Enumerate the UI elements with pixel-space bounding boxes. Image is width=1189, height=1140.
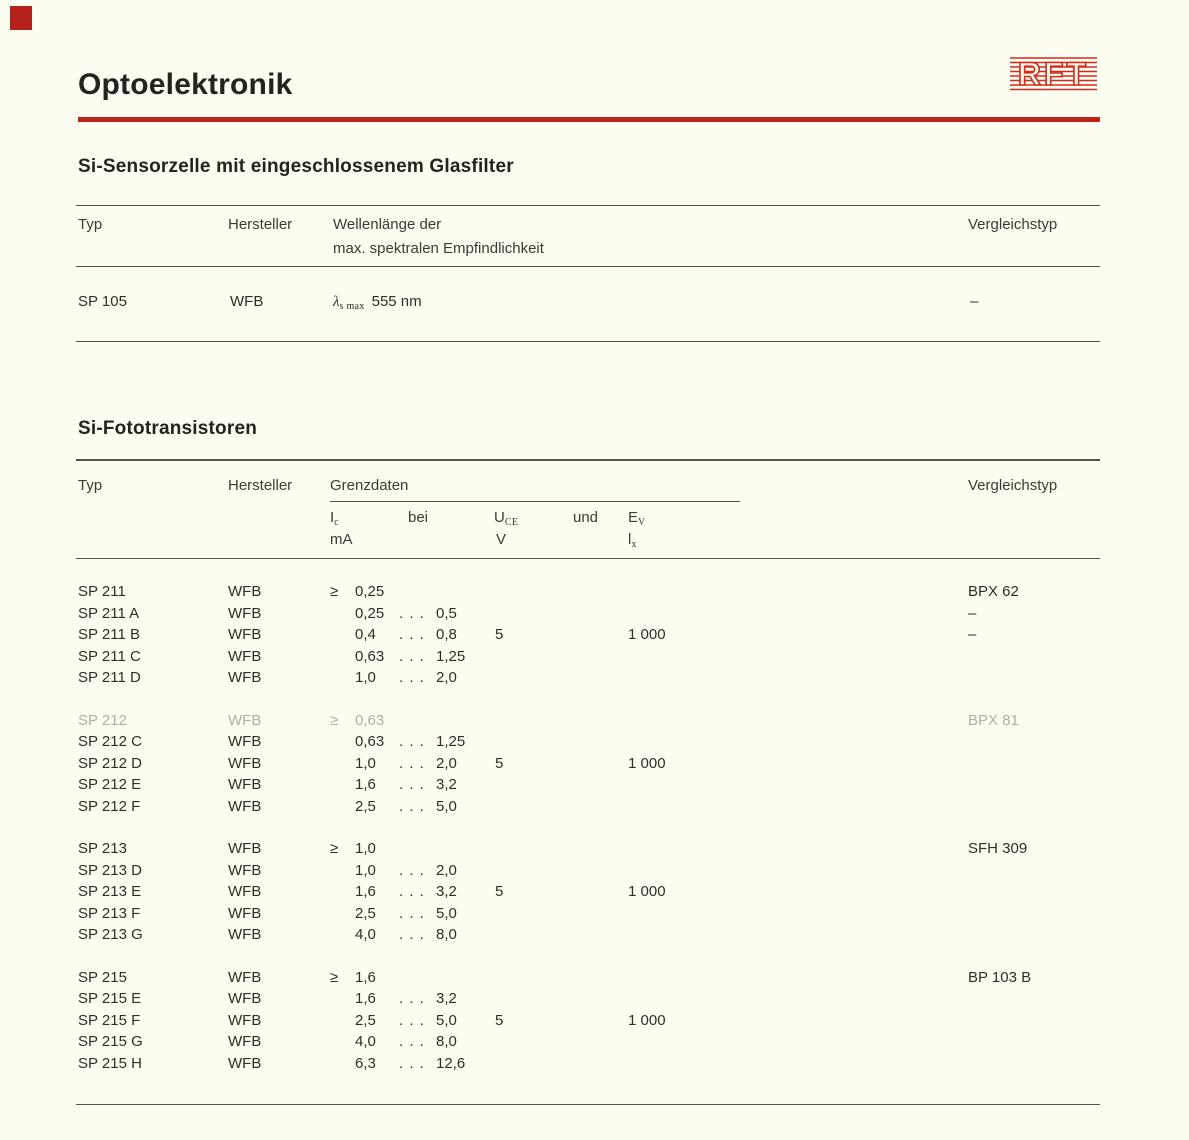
page-bottom-rule bbox=[76, 1104, 1100, 1105]
sensor-table-rule-mid bbox=[76, 266, 1100, 267]
ic-min: 0,25 bbox=[355, 583, 385, 600]
ic-min: 1,0 bbox=[355, 669, 376, 686]
ic-max: 8,0 bbox=[436, 926, 457, 943]
ge-symbol bbox=[330, 646, 355, 668]
hersteller-cell: WFB bbox=[228, 1011, 262, 1029]
ic-max: 0,8 bbox=[436, 626, 457, 643]
ic-max: 2,0 bbox=[436, 861, 457, 879]
ge-symbol: ≥ bbox=[330, 840, 339, 857]
ic-max: 5,0 bbox=[436, 904, 457, 922]
uce-cell bbox=[495, 667, 628, 689]
wavelength-value: 555 nm bbox=[371, 293, 422, 310]
rft-logo-text: RFT bbox=[1017, 56, 1090, 92]
range-separator bbox=[399, 967, 436, 989]
sensor-col-wellenlaenge-2: max. spektralen Empfindlichkeit bbox=[333, 240, 544, 257]
vergleichstyp-cell bbox=[968, 1010, 1102, 1032]
grenzdaten-underline bbox=[330, 501, 740, 502]
table-row bbox=[78, 581, 1102, 603]
vergleichstyp-cell: BP 103 B bbox=[968, 968, 1032, 986]
table-row bbox=[78, 603, 1102, 625]
ic-cell bbox=[330, 1031, 495, 1053]
ic-cell bbox=[330, 603, 495, 625]
uce-cell bbox=[495, 710, 628, 732]
vergleichstyp-cell: BPX 62 bbox=[968, 583, 1019, 600]
range-separator: . . . bbox=[399, 1011, 425, 1029]
uce-cell bbox=[495, 967, 628, 989]
table-row bbox=[78, 753, 1102, 775]
row-group bbox=[78, 838, 1102, 946]
range-separator: . . . bbox=[399, 647, 425, 665]
ic-min: 0,4 bbox=[355, 626, 376, 643]
typ-cell: SP 213 E bbox=[78, 883, 142, 900]
hersteller-cell: WFB bbox=[228, 754, 262, 772]
ev-cell bbox=[628, 988, 968, 1010]
range-separator: . . . bbox=[399, 904, 425, 922]
ge-symbol bbox=[330, 796, 355, 818]
hersteller-cell: WFB bbox=[228, 990, 262, 1007]
hersteller-cell: WFB bbox=[228, 626, 262, 643]
ev-subscript: V bbox=[638, 517, 646, 528]
ev-cell bbox=[628, 924, 968, 946]
ev-cell bbox=[628, 581, 968, 603]
vergleichstyp-cell bbox=[968, 796, 1102, 818]
ge-symbol bbox=[330, 624, 355, 646]
ic-min: 1,6 bbox=[355, 883, 376, 900]
foto-table-rule-top bbox=[76, 459, 1100, 461]
foto-col-typ: Typ bbox=[78, 477, 103, 494]
vergleichstyp-cell bbox=[968, 924, 1102, 946]
ic-max: 2,0 bbox=[436, 669, 457, 686]
sensor-vergleichstyp-cell: – bbox=[970, 293, 979, 310]
ev-cell bbox=[628, 774, 968, 796]
subcol-ev: $E_V$ bbox=[628, 509, 646, 528]
ic-min: 0,63 bbox=[355, 647, 385, 665]
table-row bbox=[78, 667, 1102, 689]
uce-cell bbox=[495, 838, 628, 860]
uce-cell: 5 bbox=[495, 883, 504, 900]
range-separator: . . . bbox=[399, 861, 425, 879]
foto-section-heading: Si-Fototransistoren bbox=[78, 418, 258, 439]
ge-symbol bbox=[330, 753, 355, 775]
ic-cell bbox=[330, 903, 495, 925]
range-separator: . . . bbox=[399, 1054, 425, 1072]
typ-cell: SP 212 bbox=[78, 711, 127, 729]
ic-cell bbox=[330, 624, 495, 646]
typ-cell: SP 211 B bbox=[78, 626, 140, 643]
uce-cell: 5 bbox=[495, 626, 504, 643]
ge-symbol bbox=[330, 860, 355, 882]
ev-cell bbox=[628, 710, 968, 732]
uce-cell bbox=[495, 903, 628, 925]
uce-cell bbox=[495, 860, 628, 882]
ic-cell bbox=[330, 774, 495, 796]
ic-min: 0,63 bbox=[355, 733, 385, 750]
ge-symbol bbox=[330, 903, 355, 925]
table-row bbox=[78, 774, 1102, 796]
uce-cell bbox=[495, 796, 628, 818]
hersteller-cell: WFB bbox=[228, 776, 262, 793]
foto-table-rule-header-bottom bbox=[76, 558, 1100, 559]
hersteller-cell: WFB bbox=[228, 669, 262, 686]
ic-max: 1,25 bbox=[436, 647, 466, 665]
table-row bbox=[78, 967, 1102, 989]
range-separator: . . . bbox=[399, 1033, 425, 1050]
ic-min: 6,3 bbox=[355, 1054, 376, 1072]
typ-cell: SP 215 F bbox=[78, 1011, 141, 1029]
typ-cell: SP 212 F bbox=[78, 797, 141, 815]
hersteller-cell: WFB bbox=[228, 797, 262, 815]
ge-symbol bbox=[330, 667, 355, 689]
subcol-ic-unit: mA bbox=[330, 531, 353, 548]
ge-symbol: ≥ bbox=[330, 711, 339, 729]
typ-cell: SP 215 E bbox=[78, 990, 142, 1007]
subcol-und: und bbox=[573, 509, 599, 526]
ge-symbol bbox=[330, 1010, 355, 1032]
title-rule bbox=[78, 117, 1100, 122]
ge-symbol: ≥ bbox=[330, 968, 339, 986]
hersteller-cell: WFB bbox=[228, 1054, 262, 1072]
row-group bbox=[78, 581, 1102, 689]
uce-cell bbox=[495, 581, 628, 603]
ic-min: 0,63 bbox=[355, 711, 385, 729]
ev-cell bbox=[628, 967, 968, 989]
ge-symbol bbox=[330, 603, 355, 625]
ic-cell bbox=[330, 924, 495, 946]
range-separator: . . . bbox=[399, 926, 425, 943]
hersteller-cell: WFB bbox=[228, 968, 262, 986]
range-separator: . . . bbox=[399, 733, 425, 750]
typ-cell: SP 213 D bbox=[78, 861, 142, 879]
typ-cell: SP 211 C bbox=[78, 647, 141, 665]
range-separator bbox=[399, 710, 436, 732]
ic-min: 1,6 bbox=[355, 776, 376, 793]
page-title: Optoelektronik bbox=[78, 68, 293, 101]
ic-cell bbox=[330, 988, 495, 1010]
uce-cell bbox=[495, 603, 628, 625]
hersteller-cell: WFB bbox=[228, 711, 262, 729]
ic-max: 3,2 bbox=[436, 883, 457, 900]
ic-cell bbox=[330, 881, 495, 903]
vergleichstyp-cell bbox=[968, 753, 1102, 775]
hersteller-cell: WFB bbox=[228, 647, 262, 665]
hersteller-cell: WFB bbox=[228, 733, 262, 750]
range-separator bbox=[399, 838, 436, 860]
ic-min: 4,0 bbox=[355, 1033, 376, 1050]
ic-min: 1,6 bbox=[355, 990, 376, 1007]
range-separator: . . . bbox=[399, 626, 425, 643]
ic-min: 2,5 bbox=[355, 1011, 376, 1029]
vergleichstyp-cell: SFH 309 bbox=[968, 840, 1028, 857]
sensor-section-heading: Si-Sensorzelle mit eingeschlossenem Glasfilter bbox=[78, 156, 514, 177]
ge-symbol bbox=[330, 988, 355, 1010]
typ-cell: SP 212 D bbox=[78, 754, 142, 772]
table-row bbox=[78, 646, 1102, 668]
range-separator: . . . bbox=[399, 604, 425, 622]
table-row bbox=[78, 1010, 1102, 1032]
typ-cell: SP 211 A bbox=[78, 604, 140, 622]
sensor-typ-cell: SP 105 bbox=[78, 293, 127, 310]
range-separator bbox=[399, 581, 436, 603]
table-row bbox=[78, 903, 1102, 925]
ic-min: 4,0 bbox=[355, 926, 376, 943]
vergleichstyp-cell bbox=[968, 881, 1102, 903]
ev-cell: 1 000 bbox=[628, 1011, 666, 1029]
hersteller-cell: WFB bbox=[228, 604, 262, 622]
typ-cell: SP 215 H bbox=[78, 1054, 142, 1072]
ge-symbol bbox=[330, 924, 355, 946]
ev-cell: 1 000 bbox=[628, 626, 666, 643]
uce-cell bbox=[495, 731, 628, 753]
typ-cell: SP 215 G bbox=[78, 1033, 143, 1050]
typ-cell: SP 212 C bbox=[78, 733, 142, 750]
table-row bbox=[78, 731, 1102, 753]
ev-cell bbox=[628, 1053, 968, 1075]
uce-cell bbox=[495, 924, 628, 946]
ic-max: 3,2 bbox=[436, 776, 457, 793]
typ-cell: SP 213 F bbox=[78, 904, 141, 922]
table-row bbox=[78, 838, 1102, 860]
ic-cell bbox=[330, 646, 495, 668]
ic-max: 2,0 bbox=[436, 754, 457, 772]
ic-max: 5,0 bbox=[436, 797, 457, 815]
ic-cell bbox=[330, 710, 495, 732]
typ-cell: SP 211 bbox=[78, 583, 126, 600]
sensor-hersteller-cell: WFB bbox=[230, 293, 264, 310]
ge-symbol bbox=[330, 881, 355, 903]
vergleichstyp-cell bbox=[968, 667, 1102, 689]
ic-max: 3,2 bbox=[436, 990, 457, 1007]
ev-cell: 1 000 bbox=[628, 754, 666, 772]
table-row bbox=[78, 1053, 1102, 1075]
ev-cell bbox=[628, 667, 968, 689]
ic-min: 1,0 bbox=[355, 861, 376, 879]
ev-cell bbox=[628, 603, 968, 625]
subcol-bei: bei bbox=[408, 509, 429, 526]
vergleichstyp-cell bbox=[968, 731, 1102, 753]
uce-subscript: CE bbox=[504, 517, 519, 528]
uce-cell: 5 bbox=[495, 1011, 504, 1029]
subcol-uce-unit: V bbox=[496, 531, 507, 548]
uce-cell bbox=[495, 774, 628, 796]
ic-cell bbox=[330, 667, 495, 689]
ev-cell: 1 000 bbox=[628, 883, 666, 900]
typ-cell: SP 213 bbox=[78, 840, 127, 857]
table-row bbox=[78, 860, 1102, 882]
ic-cell bbox=[330, 796, 495, 818]
vergleichstyp-cell bbox=[968, 774, 1102, 796]
vergleichstyp-cell: – bbox=[968, 626, 977, 643]
table-row bbox=[78, 988, 1102, 1010]
table-row bbox=[78, 624, 1102, 646]
hersteller-cell: WFB bbox=[228, 583, 262, 600]
ic-cell bbox=[330, 1010, 495, 1032]
table-row bbox=[78, 881, 1102, 903]
ic-min: 0,25 bbox=[355, 604, 385, 622]
typ-cell: SP 211 D bbox=[78, 669, 141, 686]
ev-cell bbox=[628, 903, 968, 925]
foto-col-hersteller: Hersteller bbox=[228, 477, 293, 494]
ev-cell bbox=[628, 646, 968, 668]
sensor-col-typ: Typ bbox=[78, 216, 103, 233]
ic-min: 1,6 bbox=[355, 968, 376, 986]
vergleichstyp-cell bbox=[968, 1031, 1102, 1053]
table-row bbox=[78, 796, 1102, 818]
uce-cell: 5 bbox=[495, 754, 504, 772]
hersteller-cell: WFB bbox=[228, 1033, 262, 1050]
ic-min: 2,5 bbox=[355, 797, 376, 815]
table-row bbox=[78, 924, 1102, 946]
range-separator: . . . bbox=[399, 883, 425, 900]
ge-symbol bbox=[330, 731, 355, 753]
ev-cell bbox=[628, 838, 968, 860]
row-group bbox=[78, 967, 1102, 1075]
ic-cell bbox=[330, 581, 495, 603]
ic-max: 5,0 bbox=[436, 1011, 457, 1029]
ge-symbol bbox=[330, 774, 355, 796]
subcol-uce: $U_{CE}$ bbox=[494, 509, 519, 528]
rft-logo bbox=[1007, 53, 1100, 95]
typ-cell: SP 212 E bbox=[78, 776, 142, 793]
hersteller-cell: WFB bbox=[228, 883, 262, 900]
sensor-table-rule-bottom bbox=[76, 341, 1100, 342]
row-group bbox=[78, 710, 1102, 818]
sensor-col-wellenlaenge-1: Wellenlänge der bbox=[333, 216, 442, 233]
table-row bbox=[78, 1031, 1102, 1053]
sensor-col-vergleichstyp: Vergleichstyp bbox=[968, 216, 1058, 233]
subcol-ev-unit: $l_x$ bbox=[628, 531, 637, 550]
ge-symbol: ≥ bbox=[330, 583, 339, 600]
ev-cell bbox=[628, 860, 968, 882]
uce-cell bbox=[495, 988, 628, 1010]
foto-col-grenzdaten: Grenzdaten bbox=[330, 477, 409, 494]
ic-cell bbox=[330, 753, 495, 775]
ic-max: 12,6 bbox=[436, 1054, 466, 1072]
vergleichstyp-cell bbox=[968, 903, 1102, 925]
vergleichstyp-cell bbox=[968, 988, 1102, 1010]
ev-unit-subscript: x bbox=[631, 539, 637, 550]
uce-cell bbox=[495, 646, 628, 668]
ic-cell bbox=[330, 731, 495, 753]
range-separator: . . . bbox=[399, 776, 425, 793]
range-separator: . . . bbox=[399, 990, 425, 1007]
hersteller-cell: WFB bbox=[228, 926, 262, 943]
ic-subscript: c bbox=[334, 517, 339, 528]
ic-max: 1,25 bbox=[436, 733, 466, 750]
ic-min: 1,0 bbox=[355, 840, 376, 857]
ic-min: 1,0 bbox=[355, 754, 376, 772]
uce-cell bbox=[495, 1031, 628, 1053]
ic-cell bbox=[330, 860, 495, 882]
lambda-subscript: s max bbox=[339, 301, 365, 312]
vergleichstyp-cell: – bbox=[968, 604, 977, 622]
sensor-wavelength-cell bbox=[333, 293, 422, 312]
ge-symbol bbox=[330, 1031, 355, 1053]
vergleichstyp-cell bbox=[968, 646, 1102, 668]
foto-rows bbox=[78, 581, 1102, 1095]
vergleichstyp-cell bbox=[968, 860, 1102, 882]
hersteller-cell: WFB bbox=[228, 904, 262, 922]
ge-symbol bbox=[330, 1053, 355, 1075]
vergleichstyp-cell bbox=[968, 1053, 1102, 1075]
typ-cell: SP 215 bbox=[78, 968, 127, 986]
ic-min: 2,5 bbox=[355, 904, 376, 922]
typ-cell: SP 213 G bbox=[78, 926, 143, 943]
sensor-col-hersteller: Hersteller bbox=[228, 216, 293, 233]
ic-cell bbox=[330, 838, 495, 860]
lambda-symbol: λ bbox=[333, 294, 340, 310]
subcol-ic: $I_c$ bbox=[330, 509, 339, 528]
range-separator: . . . bbox=[399, 754, 425, 772]
vergleichstyp-cell: BPX 81 bbox=[968, 711, 1019, 729]
range-separator: . . . bbox=[399, 797, 425, 815]
ic-max: 8,0 bbox=[436, 1033, 457, 1050]
ev-cell bbox=[628, 796, 968, 818]
table-row bbox=[78, 710, 1102, 732]
corner-registration-mark bbox=[10, 6, 32, 30]
hersteller-cell: WFB bbox=[228, 861, 262, 879]
ic-cell bbox=[330, 967, 495, 989]
foto-col-vergleichstyp: Vergleichstyp bbox=[968, 477, 1058, 494]
uce-cell bbox=[495, 1053, 628, 1075]
hersteller-cell: WFB bbox=[228, 840, 262, 857]
ic-max: 0,5 bbox=[436, 604, 457, 622]
range-separator: . . . bbox=[399, 669, 425, 686]
ic-cell bbox=[330, 1053, 495, 1075]
ev-cell bbox=[628, 1031, 968, 1053]
ev-cell bbox=[628, 731, 968, 753]
sensor-table-rule-top bbox=[76, 205, 1100, 206]
